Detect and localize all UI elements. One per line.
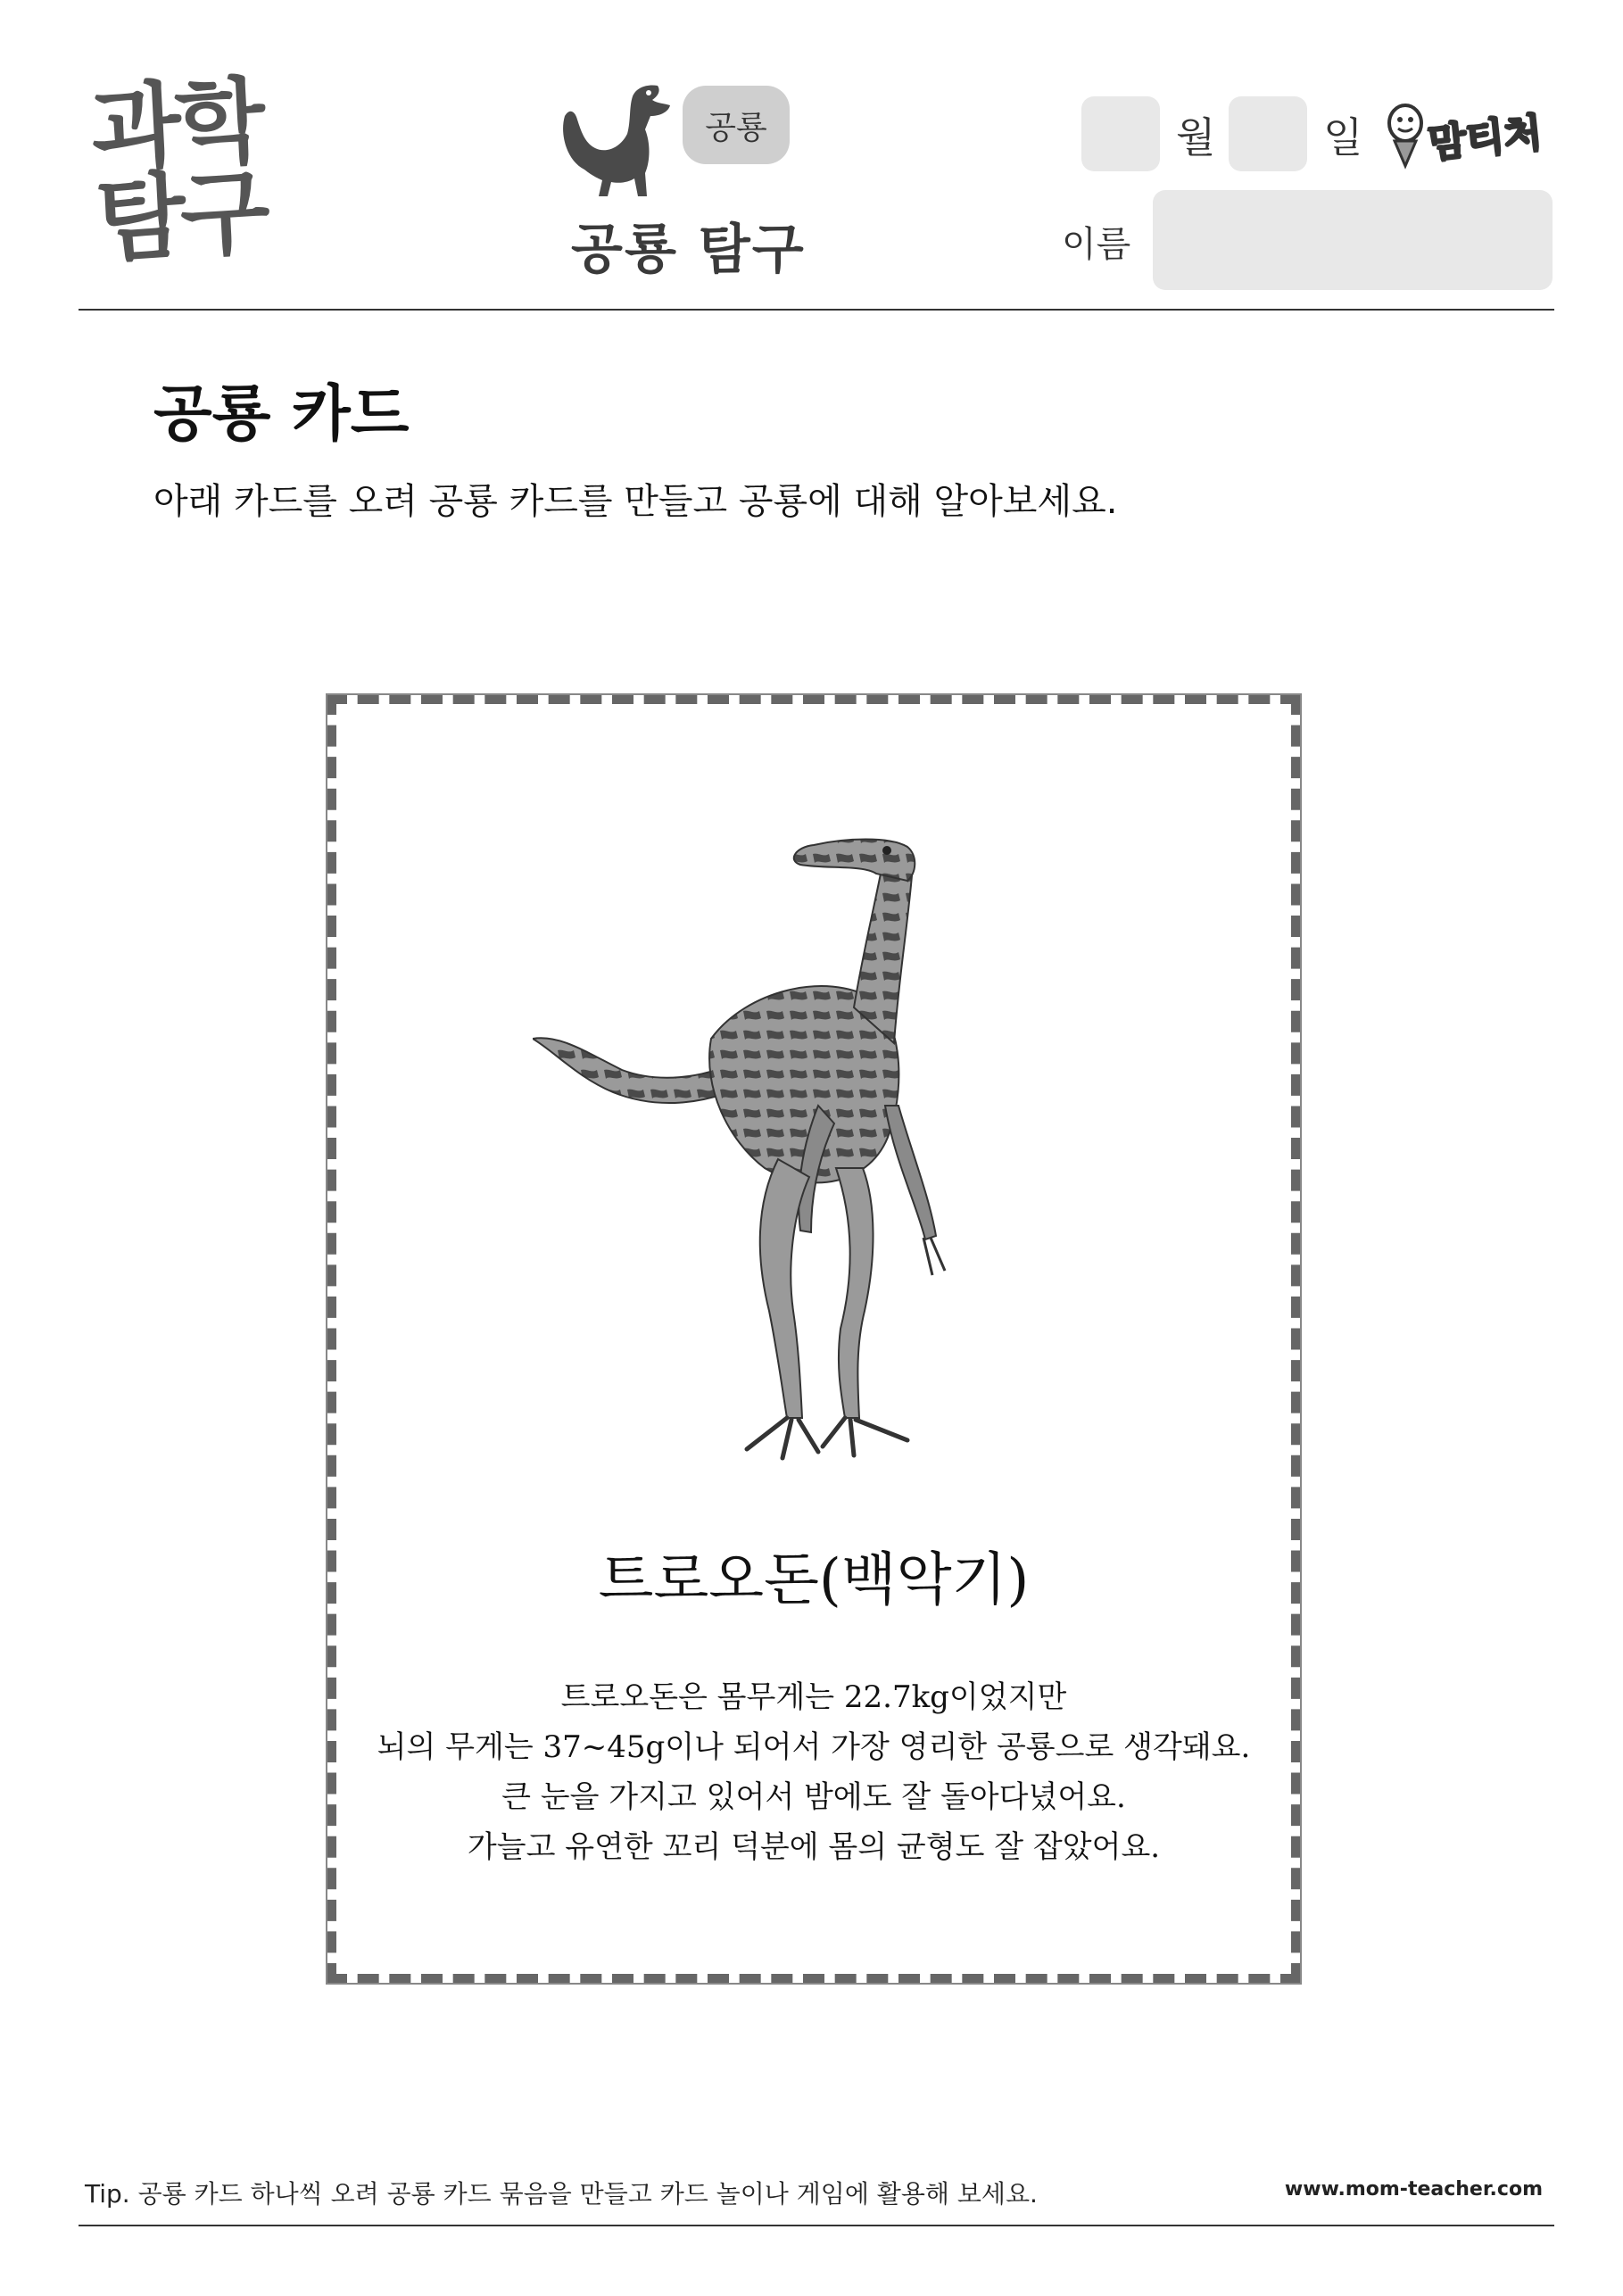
day-input[interactable] xyxy=(1229,96,1307,171)
month-label: 월 xyxy=(1176,113,1216,162)
description-line: 뇌의 무게는 37~45g이나 되어서 가장 영리한 공룡으로 생각돼요. xyxy=(377,1729,1251,1765)
svg-text:맘티처: 맘티처 xyxy=(1426,110,1544,168)
science-exploration-logo: 과학 탐구 xyxy=(88,66,268,275)
section-title: 공룡 카드 xyxy=(153,379,410,450)
day-label: 일 xyxy=(1323,113,1363,162)
name-label: 이름 xyxy=(1062,224,1131,265)
card-description xyxy=(336,1672,1291,1872)
dinosaur-icon xyxy=(558,80,674,201)
header-divider xyxy=(79,309,1554,311)
description-line: 가늘고 유연한 꼬리 덕분에 몸의 균형도 잘 잡았어요. xyxy=(467,1829,1161,1865)
name-input[interactable] xyxy=(1153,190,1553,290)
footer-divider xyxy=(79,2225,1554,2226)
mom-teacher-logo xyxy=(1386,96,1560,170)
dinosaur-card xyxy=(326,693,1302,1985)
page-title: 공룡 탐구 xyxy=(571,219,806,281)
troodon-illustration xyxy=(533,811,979,1467)
instruction-text: 아래 카드를 오려 공룡 카드를 만들고 공룡에 대해 알아보세요. xyxy=(153,481,1118,522)
footer-tip: Tip. 공룡 카드 하나씩 오려 공룡 카드 묶음을 만들고 카드 놀이나 게임에 활용해 보세요. xyxy=(85,2179,1038,2209)
website-link[interactable]: www.mom-teacher.com xyxy=(1284,2178,1543,2201)
card-title: 트로오돈(백악기) xyxy=(598,1547,1030,1613)
month-input[interactable] xyxy=(1081,96,1160,171)
description-line: 트로오돈은 몸무게는 22.7kg이었지만 xyxy=(560,1679,1067,1715)
description-line: 큰 눈을 가지고 있어서 밤에도 잘 돌아다녔어요. xyxy=(501,1779,1126,1815)
topic-badge: 공룡 xyxy=(683,86,790,164)
